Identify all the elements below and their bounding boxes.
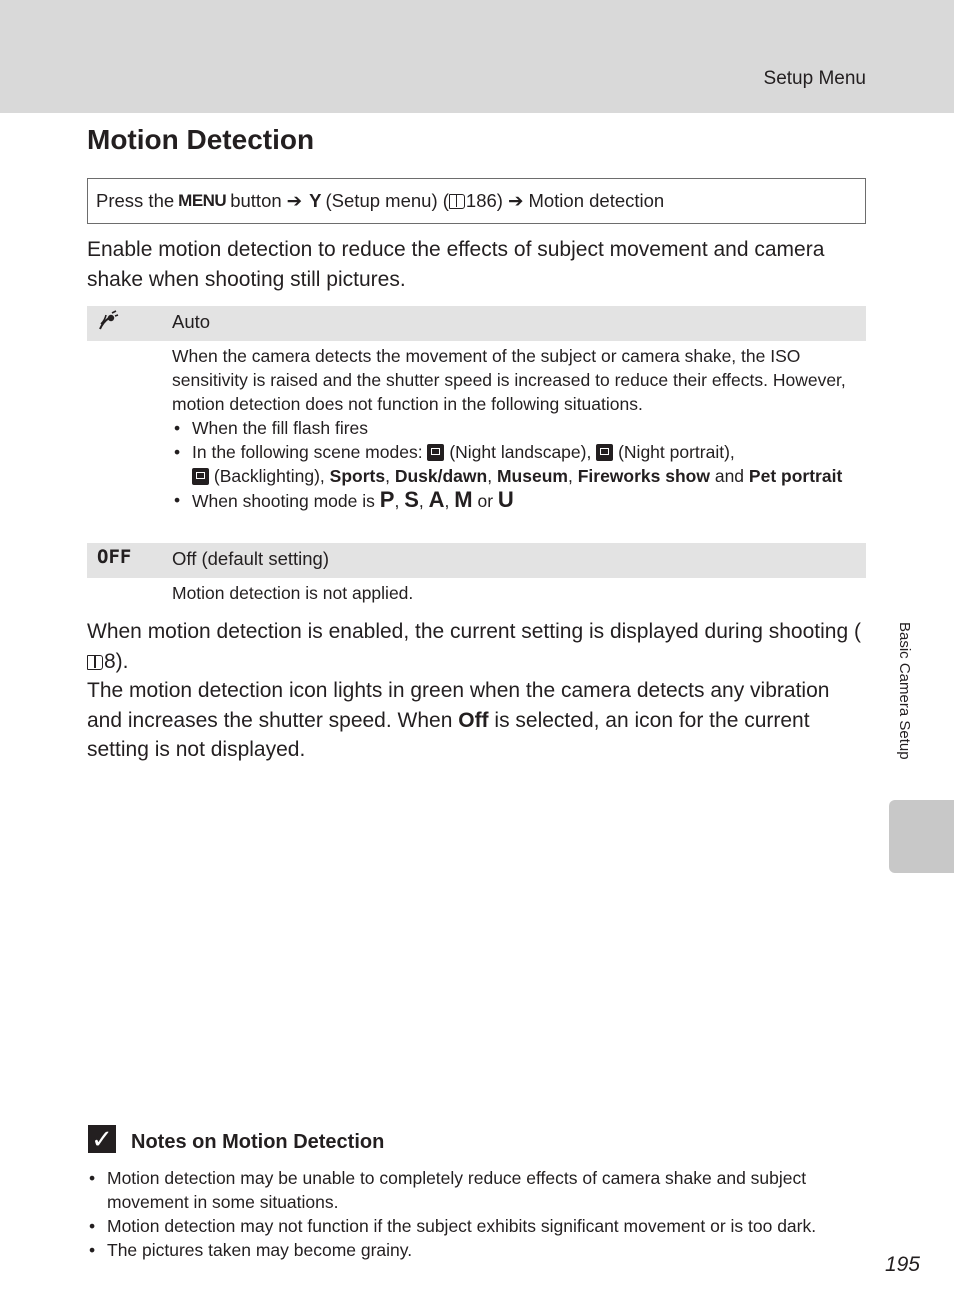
- wrench-icon: Y: [309, 190, 322, 211]
- backlighting-icon: [192, 468, 209, 485]
- mode-a-icon: A: [428, 487, 445, 512]
- page-number: 195: [884, 1253, 920, 1276]
- body-paragraph-1: When motion detection is enabled, the current setting is displayed during shooting (8).: [87, 620, 861, 673]
- menu-button-icon: MENU: [178, 191, 227, 210]
- option-row-off: [87, 543, 866, 578]
- section-header: Setup Menu: [763, 68, 866, 89]
- off-description: Motion detection is not applied.: [172, 583, 414, 603]
- option-label-auto: Auto: [172, 311, 211, 332]
- auto-description: When the camera detects the movement of the subject or camera shake, the ISO sensitivity is raised and the shutter speed is increased to reduce their effects. However, motion detection does not function in the following situations.: [172, 346, 846, 414]
- body-paragraph-2: The motion detection icon lights in green when the camera detects any vibration and increases the shutter speed. When Off is selected, an icon for the current setting is not displayed.: [87, 679, 830, 761]
- nav-setup-menu-text: (Setup menu) (: [325, 190, 449, 211]
- night-portrait-icon: [596, 444, 613, 461]
- list-item: • The pictures taken may become grainy.: [87, 1238, 867, 1262]
- option-row-auto: [87, 306, 866, 341]
- list-item: • Motion detection may be unable to completely reduce effects of camera shake and subject movement in some situations.: [87, 1166, 867, 1214]
- nav-press-text: Press the: [96, 190, 175, 211]
- night-landscape-icon: [427, 444, 444, 461]
- nav-button-text: button: [230, 190, 282, 211]
- header-band: [0, 0, 954, 113]
- auto-exceptions-list: [172, 416, 862, 513]
- list-item: • When shooting mode is P, S, A, M or U: [172, 488, 862, 513]
- notes-list: [87, 1166, 867, 1262]
- list-item: • In the following scene modes: (Night landscape), (Night portrait), (Backlighting), Sports, Dusk/dawn, Museum, Fireworks show and Pet portrait: [172, 440, 862, 488]
- nav-page-ref: 186): [465, 190, 503, 211]
- page-reference-icon: [449, 194, 465, 209]
- option-label-off: Off (default setting): [172, 548, 329, 569]
- list-item: • Motion detection may not function if the subject exhibits significant movement or is too dark.: [87, 1214, 867, 1238]
- list-item: • When the fill flash fires: [172, 416, 862, 440]
- side-tab-label: Basic Camera Setup: [896, 622, 913, 760]
- navigation-path-box: [87, 178, 866, 224]
- intro-paragraph: Enable motion detection to reduce the effects of subject movement and camera shake when shooting still pictures.: [87, 238, 825, 291]
- mode-u-icon: U: [497, 487, 514, 512]
- arrow-right-icon: ➔: [507, 190, 524, 211]
- motion-detection-icon: [97, 310, 119, 338]
- side-tab-marker: [889, 800, 954, 873]
- option-description-auto: [172, 344, 862, 513]
- page-reference-icon: [87, 655, 103, 670]
- option-description-off: [172, 581, 862, 605]
- nav-destination: Motion detection: [528, 190, 665, 211]
- mode-p-icon: P: [379, 487, 395, 512]
- page-title: Motion Detection: [87, 124, 315, 155]
- arrow-right-icon: ➔: [286, 190, 303, 211]
- off-icon: OFF: [97, 546, 132, 568]
- check-note-icon: ✓: [88, 1125, 116, 1153]
- mode-s-icon: S: [404, 487, 419, 512]
- notes-title: Notes on Motion Detection: [131, 1131, 385, 1153]
- mode-m-icon: M: [454, 487, 473, 512]
